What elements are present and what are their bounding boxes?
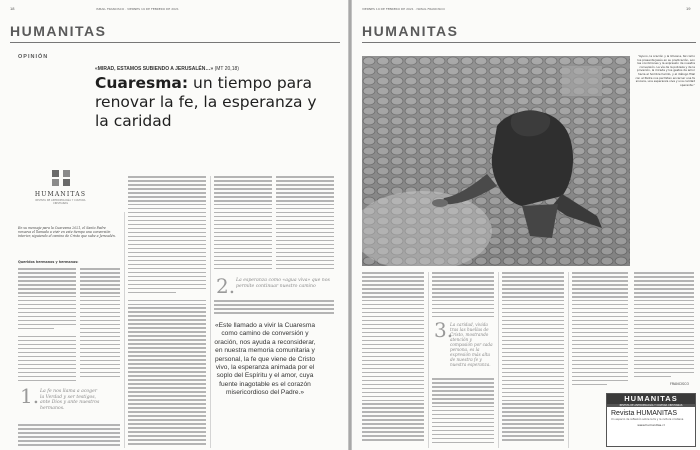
signature: FRANCISCO xyxy=(670,382,690,386)
photo-kneeling-man-icon xyxy=(362,56,630,266)
body-column-8 xyxy=(572,272,628,388)
section-label: OPINIÓN xyxy=(18,54,49,60)
body-column-3b xyxy=(214,300,334,316)
body-column-7 xyxy=(502,272,564,443)
pullquote-number: 1. xyxy=(20,384,40,408)
right-page xyxy=(352,0,700,450)
logo-text: HUMANITAS xyxy=(34,191,87,198)
salutation: Queridos hermanos y hermanas: xyxy=(18,260,79,264)
section-title: HUMANITAS xyxy=(362,23,459,39)
page-topline: ISMAIL FRANCISCO · VIERNES 19 DE FEBRERO DE 2021 xyxy=(96,7,179,11)
photo-caption: “Ayuno, la oración y la limosna, tal como los presenta Jesús en su predicación, son las condiciones y la expresión de nuestra conversión. La vía de la pobreza y de la privación, la mirada y los gestos de amor hacia el hombre herido, y el diálogo filial con el Padre nos permiten encarnar una fe sincera, una esperanza viva y una caridad operante.” xyxy=(635,54,695,87)
body-column-2 xyxy=(128,176,206,447)
kicker-text: «MIRAD, ESTAMOS SUBIENDO A JERUSALÉN…» xyxy=(95,66,214,72)
section-title: HUMANITAS xyxy=(10,23,107,39)
kicker xyxy=(95,66,239,72)
column-rule xyxy=(568,272,569,448)
headline xyxy=(95,74,330,131)
column-rule xyxy=(428,272,429,448)
ad-url-link[interactable]: www.humanitas.cl xyxy=(637,422,665,427)
intro-paragraph: En su mensaje para la Cuaresma 2021, el Santo Padre renueva el llamado a vivir en este tiempo una conversión interior, siguiendo el camino de Cristo que sube a Jerusalén. xyxy=(18,226,116,238)
body-column-9 xyxy=(634,272,694,380)
pullquote-text: La esperanza como «agua viva» que nos permite continuar nuestro camino xyxy=(236,278,330,289)
pullquote-number: 2. xyxy=(216,274,236,298)
page-topline: VIERNES 19 DE FEBRERO DE 2021 · ISMAIL FRANCISCO xyxy=(362,7,445,11)
body-column-1c xyxy=(18,424,120,448)
page-number: 18 xyxy=(10,6,15,11)
column-rule xyxy=(210,176,211,448)
humanitas-advertisement[interactable] xyxy=(606,393,696,447)
body-column-3 xyxy=(214,176,272,272)
section-rule xyxy=(10,42,340,43)
ad-title: Revista HUMANITAS xyxy=(611,410,677,418)
ad-tagline: REVISTA DE ANTROPOLOGÍA Y CULTURA CRISTIANAS xyxy=(607,404,695,407)
headline-rest: un tiempo para renovar la fe, la esperanza y la caridad xyxy=(95,74,317,130)
pullquote-text: La fe nos llama a acoger la Verdad y ser testigos, ante Dios y ante nuestros hermanos. xyxy=(40,389,100,411)
section-rule xyxy=(362,42,696,43)
left-page xyxy=(0,0,348,450)
body-column-1a xyxy=(18,268,76,384)
kicker-reference: (MT 20,18) xyxy=(214,66,239,72)
body-column-6b xyxy=(432,378,494,446)
column-rule xyxy=(498,272,499,448)
ad-copy: Un espacio de reflexión sobre la fe y la cultura cristiana xyxy=(611,418,684,422)
body-column-5 xyxy=(362,272,424,443)
pullquote-number: 3. xyxy=(434,318,454,342)
body-column-4 xyxy=(276,176,334,272)
pullquote-text: La caridad, vivida tras las huellas de Cristo, mostrando atención y compasión por cada persona, es la expresión más alta de nuestra fe y nuestra esperanza. xyxy=(450,322,493,367)
page-number: 19 xyxy=(686,6,691,11)
body-column-1b xyxy=(80,268,120,380)
headline-bold: Cuaresma: xyxy=(95,74,189,92)
body-column-6a xyxy=(432,272,494,320)
ad-brand: HUMANITAS xyxy=(607,394,695,404)
humanitas-emblem-icon xyxy=(50,168,72,188)
featured-quote: «Este llamado a vivir la Cuaresma como camino de conversión y oración, nos ayuda a reconsiderar, en nuestra memoria comunitaria y personal, la fe que viene de Cristo vivo, la esperanza animada por el soplo del Espíritu y el amor, cuya fuente inagotable es el corazón misericordioso del Padre.» xyxy=(214,322,316,397)
logo-subtitle: REVISTA DE ANTROPOLOGÍA Y CULTURA CRISTIANAS xyxy=(35,199,86,205)
column-rule xyxy=(124,212,125,448)
humanitas-logo xyxy=(28,168,93,205)
